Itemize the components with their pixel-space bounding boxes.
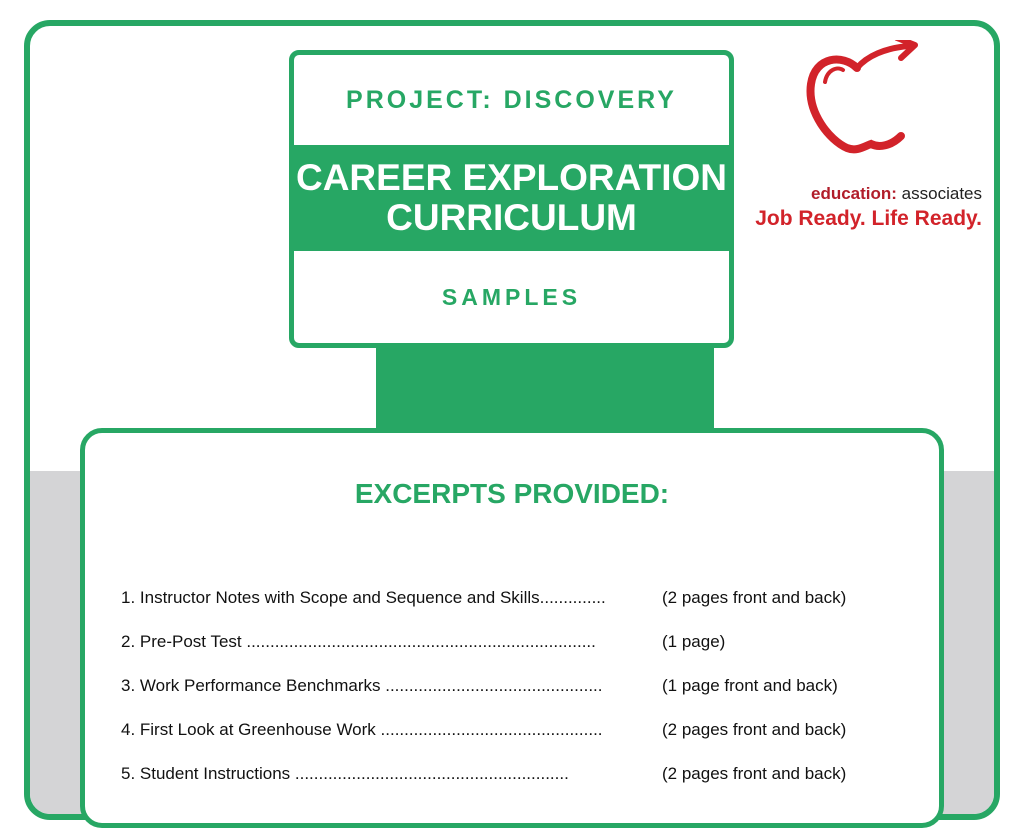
logo-org-bold: education:	[810, 184, 897, 203]
excerpt-pages: (2 pages front and back)	[662, 720, 847, 739]
logo-tagline: Job Ready. Life Ready.	[755, 207, 982, 230]
list-item	[121, 576, 921, 620]
excerpt-pages: (2 pages front and back)	[662, 588, 847, 607]
excerpt-list	[121, 576, 921, 796]
education-associates-logo	[750, 40, 990, 240]
logo-org-rest: associates	[901, 184, 982, 203]
excerpt-label: 5. Student Instructions ..........................................................	[121, 764, 569, 783]
title-card	[289, 50, 734, 348]
excerpt-label: 4. First Look at Greenhouse Work ...............................................	[121, 720, 603, 739]
samples-label: SAMPLES	[441, 283, 582, 310]
title-line-1: CAREER EXPLORATION	[295, 157, 727, 198]
title-line-2: CURRICULUM	[386, 197, 637, 238]
list-item	[121, 752, 921, 796]
excerpt-pages: (1 page front and back)	[662, 676, 838, 695]
excerpt-label: 1. Instructor Notes with Scope and Sequence and Skills..............	[121, 588, 606, 607]
excerpt-pages: (2 pages front and back)	[662, 764, 847, 783]
excerpts-card	[80, 428, 944, 828]
excerpt-pages: (1 page)	[662, 632, 726, 651]
project-label: PROJECT: DISCOVERY	[346, 85, 677, 114]
curriculum-title	[294, 145, 729, 251]
list-item	[121, 620, 921, 664]
list-item	[121, 664, 921, 708]
excerpts-title: EXCERPTS PROVIDED:	[354, 478, 670, 509]
list-item	[121, 708, 921, 752]
apple-arrow-icon	[805, 40, 920, 160]
excerpt-label: 3. Work Performance Benchmarks ..............................................	[121, 676, 603, 695]
excerpt-label: 2. Pre-Post Test ..........................................................................	[121, 632, 596, 651]
